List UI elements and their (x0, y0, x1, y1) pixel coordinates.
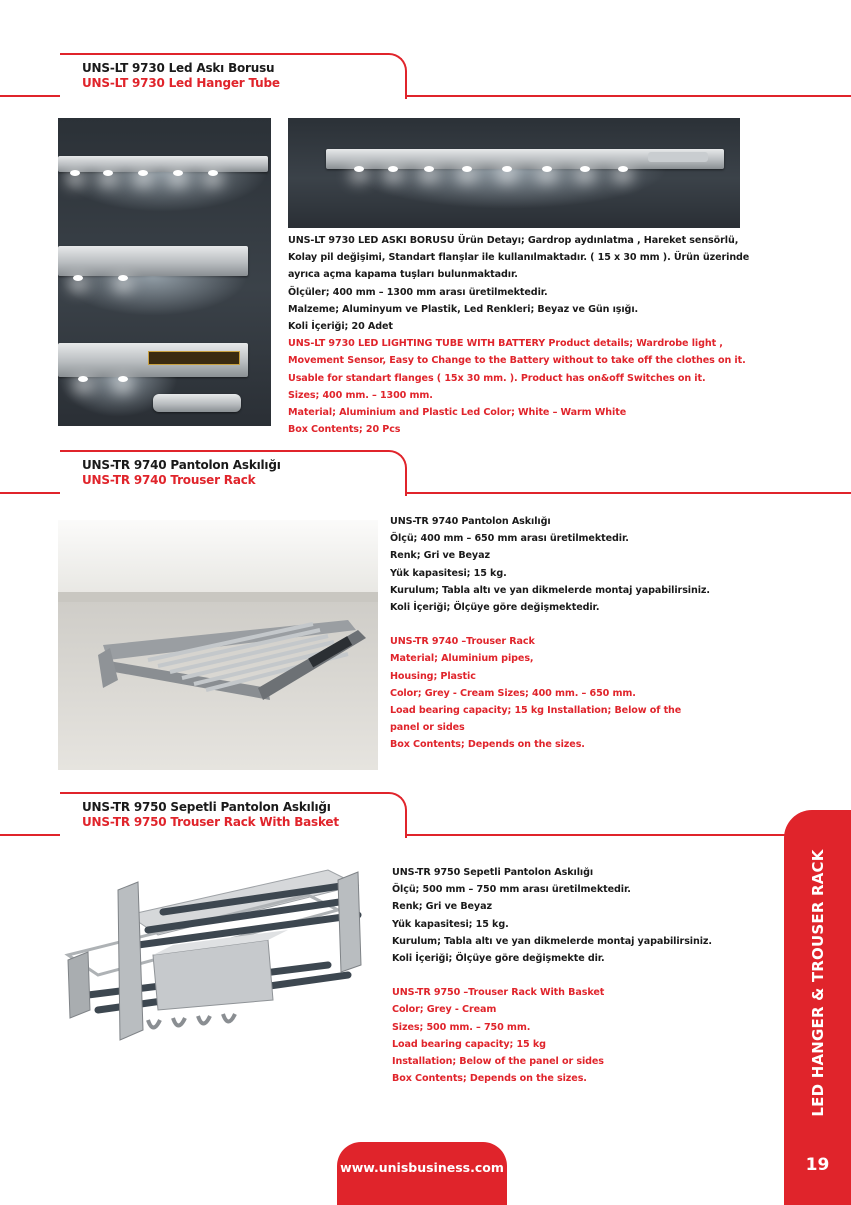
desc-line-en: panel or sides (390, 722, 465, 734)
desc-line: Yük kapasitesi; 15 kg. (392, 918, 509, 930)
led-tube-photo-wide (288, 118, 740, 228)
category-side-tab (784, 810, 851, 1155)
desc-line-en: Material; Aluminium pipes, (390, 653, 534, 665)
header-tab (60, 53, 407, 97)
footer-url-box (337, 1142, 507, 1205)
desc-line-en: Load bearing capacity; 15 kg Installation; Below of the (390, 705, 682, 717)
section-title-tr: UNS-LT 9730 Led Askı Borusu (82, 61, 275, 75)
section-header-basket-rack (0, 792, 851, 836)
section-title-en: UNS-TR 9750 Trouser Rack With Basket (82, 815, 339, 829)
basket-rack-description (392, 864, 712, 1087)
desc-line-en: UNS-TR 9750 –Trouser Rack With Basket (392, 987, 605, 999)
desc-line: Ölçü; 400 mm – 650 mm arası üretilmektedir. (390, 533, 629, 545)
trouser-rack-photo (58, 520, 378, 770)
basket-rack-photo (58, 860, 378, 1060)
desc-line: Ölçü; 500 mm – 750 mm arası üretilmektedir. (392, 884, 631, 896)
desc-line-en: Housing; Plastic (390, 670, 476, 682)
desc-line: Kolay pil değişimi, Standart flanşlar ile kullanılmaktadır. ( 15 x 30 mm ). Ürün üzerinde (288, 252, 750, 264)
section-title-tr: UNS-TR 9750 Sepetli Pantolon Askılığı (82, 800, 331, 814)
desc-line-en: Material; Aluminium and Plastic Led Color; White – Warm White (288, 407, 627, 419)
led-tube (58, 246, 248, 276)
desc-line: ayrıca açma kapama tuşları bulunmaktadır. (288, 269, 518, 281)
desc-line: UNS-LT 9730 LED ASKI BORUSU Ürün Detayı; Gardrop aydınlatma , Hareket sensörlü, (288, 235, 739, 246)
desc-line: Koli İçeriği; Ölçüye göre değişmektedir. (390, 602, 600, 614)
trouser-rack-drawing (58, 520, 378, 770)
desc-line: UNS-TR 9750 Sepetli Pantolon Askılığı (392, 867, 594, 878)
desc-line-en: Color; Grey - Cream Sizes; 400 mm. – 650 mm. (390, 687, 636, 699)
led-tube (58, 156, 268, 172)
header-tab (60, 450, 407, 494)
led-tube-photo-closeup (58, 118, 271, 426)
desc-line-en: Usable for standart flanges ( 15x 30 mm. ). Product has on&off Switches on it. (288, 372, 706, 384)
desc-line: Koli İçeriği; Ölçüye göre değişmekte dir. (392, 953, 605, 965)
section-title-en: UNS-TR 9740 Trouser Rack (82, 473, 256, 487)
page-number: 19 (805, 1155, 830, 1175)
desc-line-en: Box Contents; 20 Pcs (288, 424, 401, 436)
desc-line: Yük kapasitesi; 15 kg. (390, 567, 507, 579)
desc-line: Malzeme; Aluminyum ve Plastik, Led Renkleri; Beyaz ve Gün ışığı. (288, 303, 639, 315)
battery-cover (153, 394, 241, 412)
desc-line-en: Load bearing capacity; 15 kg (392, 1038, 546, 1050)
section-title-en: UNS-LT 9730 Led Hanger Tube (82, 76, 280, 90)
section-title-tr: UNS-TR 9740 Pantolon Askılığı (82, 458, 281, 472)
led-tube-description (288, 232, 749, 438)
desc-line: UNS-TR 9740 Pantolon Askılığı (390, 516, 551, 527)
desc-line: Koli İçeriği; 20 Adet (288, 321, 393, 333)
desc-line-en: Sizes; 500 mm. – 750 mm. (392, 1021, 531, 1033)
desc-line-en: Box Contents; Depends on the sizes. (392, 1073, 587, 1085)
desc-line: Ölçüler; 400 mm – 1300 mm arası üretilmektedir. (288, 286, 548, 298)
header-tab (60, 792, 407, 836)
category-label: LED HANGER & TROUSER RACK (808, 848, 827, 1117)
desc-line-en: Color; Grey - Cream (392, 1004, 497, 1016)
desc-line: Kurulum; Tabla altı ve yan dikmelerde montaj yapabilirsiniz. (390, 584, 710, 596)
desc-line: Renk; Gri ve Beyaz (390, 550, 490, 562)
desc-line-en: Sizes; 400 mm. – 1300 mm. (288, 389, 433, 401)
desc-line: Renk; Gri ve Beyaz (392, 901, 492, 913)
desc-line-en: UNS-LT 9730 LED LIGHTING TUBE WITH BATTERY Product details; Wardrobe light , (288, 338, 723, 350)
desc-line-en: Installation; Below of the panel or sides (392, 1056, 604, 1068)
desc-line-en: Movement Sensor, Easy to Change to the Battery without to take off the clothes on it. (288, 355, 746, 367)
desc-line: Kurulum; Tabla altı ve yan dikmelerde montaj yapabilirsiniz. (392, 935, 712, 947)
desc-line-en: Box Contents; Depends on the sizes. (390, 739, 585, 751)
section-header-led-tube (0, 53, 851, 97)
section-header-trouser-rack (0, 450, 851, 494)
desc-line-en: UNS-TR 9740 –Trouser Rack (390, 636, 535, 648)
footer-url[interactable]: www.unisbusiness.com (340, 1160, 504, 1175)
trouser-rack-description (390, 513, 710, 754)
page-number-box (784, 1155, 851, 1205)
